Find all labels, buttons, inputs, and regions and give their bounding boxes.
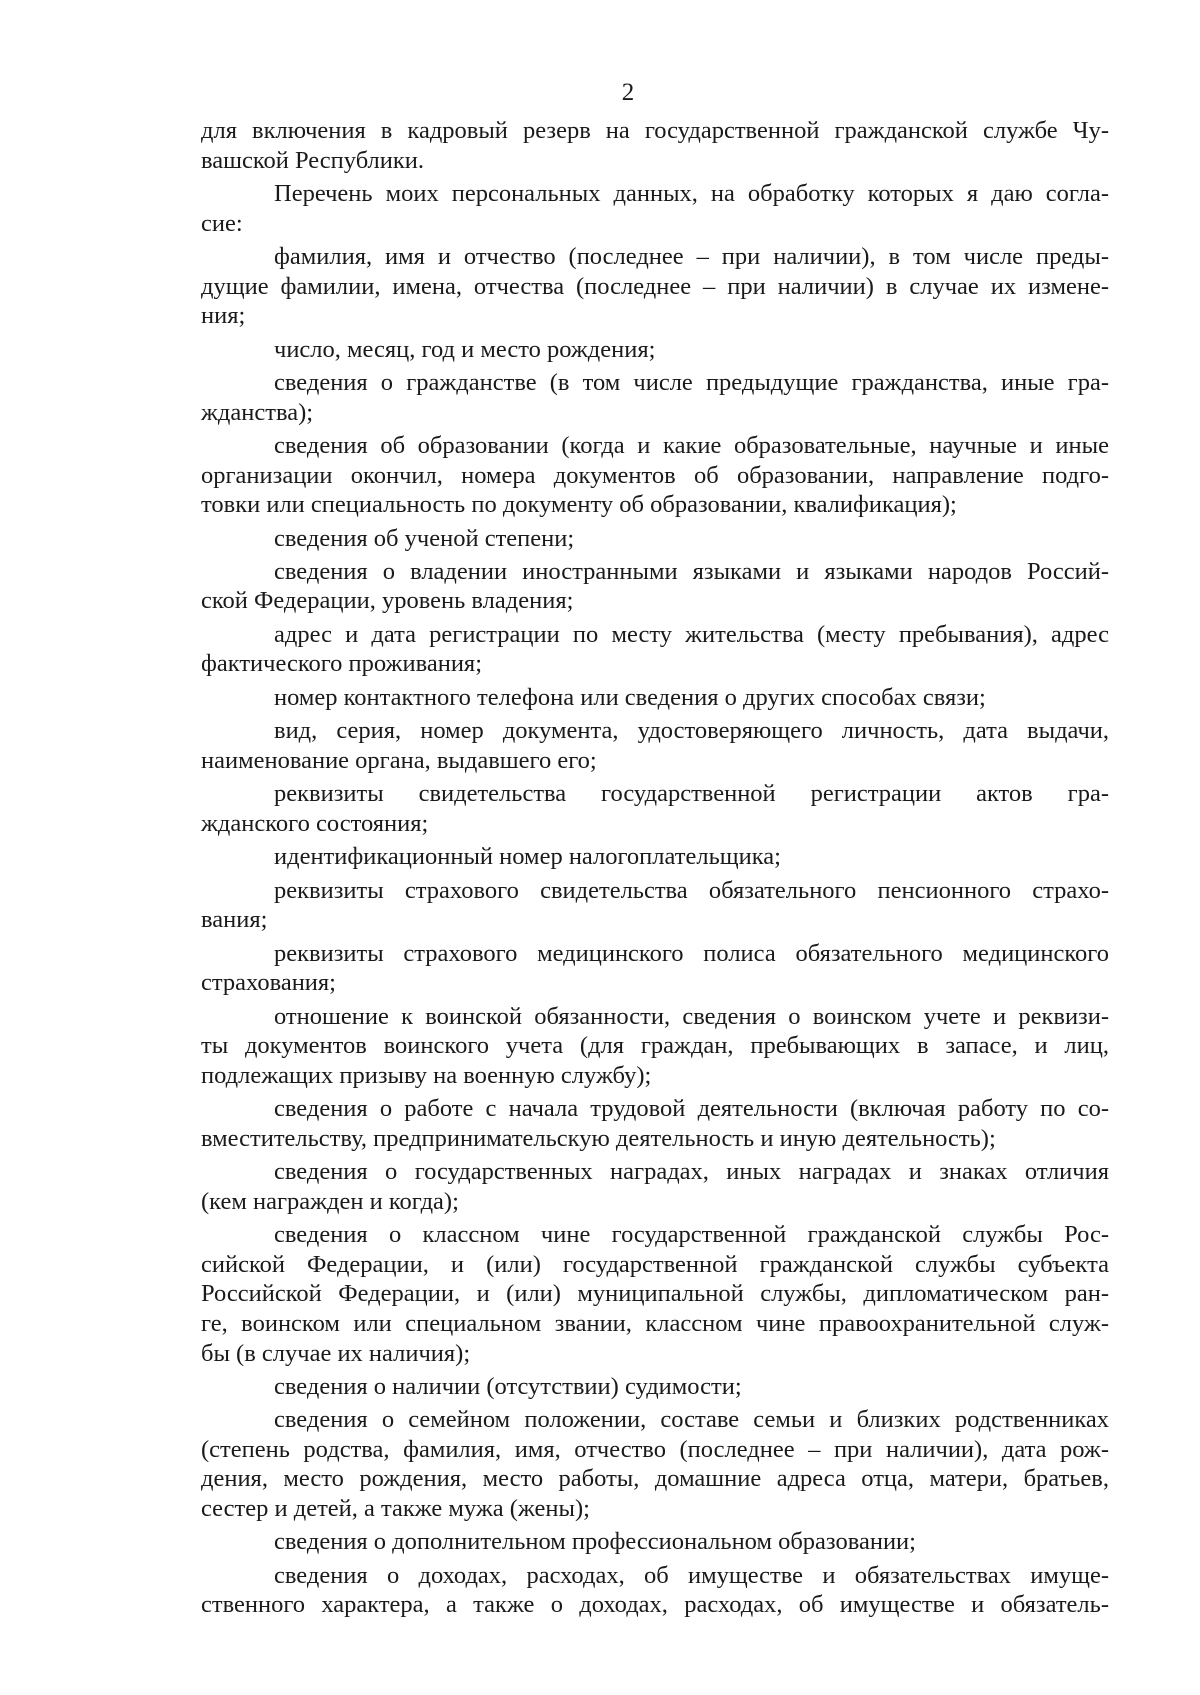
text-line: сведения о владении иностранными языками и языками народов Россий- xyxy=(274,557,1109,585)
text-line: реквизиты страхового свидетельства обязательного пенсионного страхо- xyxy=(274,876,1109,904)
text-line: ской Федерации, уровень владения; xyxy=(201,587,574,615)
text-line: Перечень моих персональных данных, на обработку которых я даю согла- xyxy=(274,179,1109,207)
text-line: наименование органа, выдавшего его; xyxy=(201,746,597,774)
page-number: 2 xyxy=(621,79,635,106)
text-line: сведения об ученой степени; xyxy=(274,524,575,552)
paragraph xyxy=(201,116,1109,175)
text-line: для включения в кадровый резерв на государственной гражданской службе Чу- xyxy=(201,117,1109,144)
text-line: фактического проживания; xyxy=(201,650,483,678)
text-line: фамилия, имя и отчество (последнее – при наличии), в том числе преды- xyxy=(274,242,1109,270)
paragraph xyxy=(201,335,1109,365)
text-line: организации окончил, номера документов об образовании, направление подго- xyxy=(201,461,1109,489)
text-line: Российской Федерации, и (или) муниципальной службы, дипломатическом ран- xyxy=(201,1280,1109,1308)
paragraph xyxy=(201,524,1109,554)
text-line: адрес и дата регистрации по месту жительства (месту пребывания), адрес xyxy=(274,620,1109,648)
text-line: страхования; xyxy=(201,969,336,997)
text-line: сестер и детей, а также мужа (жены); xyxy=(201,1495,590,1523)
text-line: вания; xyxy=(201,906,268,934)
text-line: вместительству, предпринимательскую деятельность и иную деятельность); xyxy=(201,1124,996,1152)
text-line: сведения о государственных наградах, иных наградах и знаках отличия xyxy=(274,1158,1109,1186)
paragraph xyxy=(201,242,1109,331)
paragraph xyxy=(201,1527,1109,1557)
text-line: вашской Республики. xyxy=(201,146,425,174)
paragraph xyxy=(201,620,1109,679)
text-line: сведения о доходах, расходах, об имуществе и обязательствах имуще- xyxy=(274,1561,1109,1589)
text-line: сийской Федерации, и (или) государственной гражданской службы субъекта xyxy=(201,1250,1109,1278)
document-body xyxy=(201,116,1109,1620)
paragraph xyxy=(201,1561,1109,1620)
text-line: сведения о работе с начала трудовой деятельности (включая работу по со- xyxy=(274,1095,1109,1123)
paragraph xyxy=(201,1094,1109,1153)
paragraph xyxy=(201,1220,1109,1368)
paragraph xyxy=(201,939,1109,998)
paragraph xyxy=(201,842,1109,872)
paragraph xyxy=(201,716,1109,775)
text-line: число, месяц, год и место рождения; xyxy=(274,335,656,363)
text-line: бы (в случае их наличия); xyxy=(201,1339,471,1367)
text-line: жданского состояния; xyxy=(201,809,429,837)
paragraph xyxy=(201,368,1109,427)
text-line: сведения о дополнительном профессиональном образовании; xyxy=(274,1528,916,1556)
text-line: жданства); xyxy=(201,398,314,426)
paragraph xyxy=(201,179,1109,238)
text-line: реквизиты страхового медицинского полиса обязательного медицинского xyxy=(274,939,1109,967)
text-line: дения, место рождения, место работы, домашние адреса отца, матери, братьев, xyxy=(201,1465,1109,1493)
paragraph xyxy=(201,683,1109,713)
text-line: ния; xyxy=(201,302,246,330)
text-line: отношение к воинской обязанности, сведения о воинском учете и реквизи- xyxy=(274,1002,1109,1030)
text-line: сведения об образовании (когда и какие образовательные, научные и иные xyxy=(274,431,1109,459)
text-line: сведения о гражданстве (в том числе предыдущие гражданства, иные гра- xyxy=(274,368,1109,396)
text-line: сведения о семейном положении, составе семьи и близких родственниках xyxy=(274,1406,1109,1434)
text-line: ственного характера, а также о доходах, расходах, об имуществе и обязатель- xyxy=(201,1591,1109,1619)
paragraph xyxy=(201,876,1109,935)
paragraph xyxy=(201,1002,1109,1091)
paragraph xyxy=(201,1372,1109,1402)
text-line: сведения о классном чине государственной гражданской службы Рос- xyxy=(274,1221,1109,1249)
text-line: дущие фамилии, имена, отчества (последнее – при наличии) в случае их измене- xyxy=(201,272,1109,300)
text-line: реквизиты свидетельства государственной регистрации актов гра- xyxy=(274,780,1109,808)
text-line: сведения о наличии (отсутствии) судимости; xyxy=(274,1372,742,1400)
paragraph xyxy=(201,779,1109,838)
text-line: идентификационный номер налогоплательщика; xyxy=(274,843,781,871)
text-line: товки или специальность по документу об образовании, квалификация); xyxy=(201,491,957,519)
text-line: вид, серия, номер документа, удостоверяющего личность, дата выдачи, xyxy=(274,717,1109,745)
text-line: подлежащих призыву на военную службу); xyxy=(201,1061,652,1089)
text-line: сие: xyxy=(201,209,243,237)
paragraph xyxy=(201,1405,1109,1523)
paragraph xyxy=(201,1157,1109,1216)
text-line: (кем награжден и когда); xyxy=(201,1187,459,1215)
paragraph xyxy=(201,431,1109,520)
text-line: ты документов воинского учета (для граждан, пребывающих в запасе, и лиц, xyxy=(201,1032,1109,1060)
text-line: номер контактного телефона или сведения о других способах связи; xyxy=(274,683,986,711)
text-line: (степень родства, фамилия, имя, отчество (последнее – при наличии), дата рож- xyxy=(201,1435,1109,1463)
text-line: ге, воинском или специальном звании, классном чине правоохранительной служ- xyxy=(201,1309,1109,1337)
paragraph xyxy=(201,557,1109,616)
